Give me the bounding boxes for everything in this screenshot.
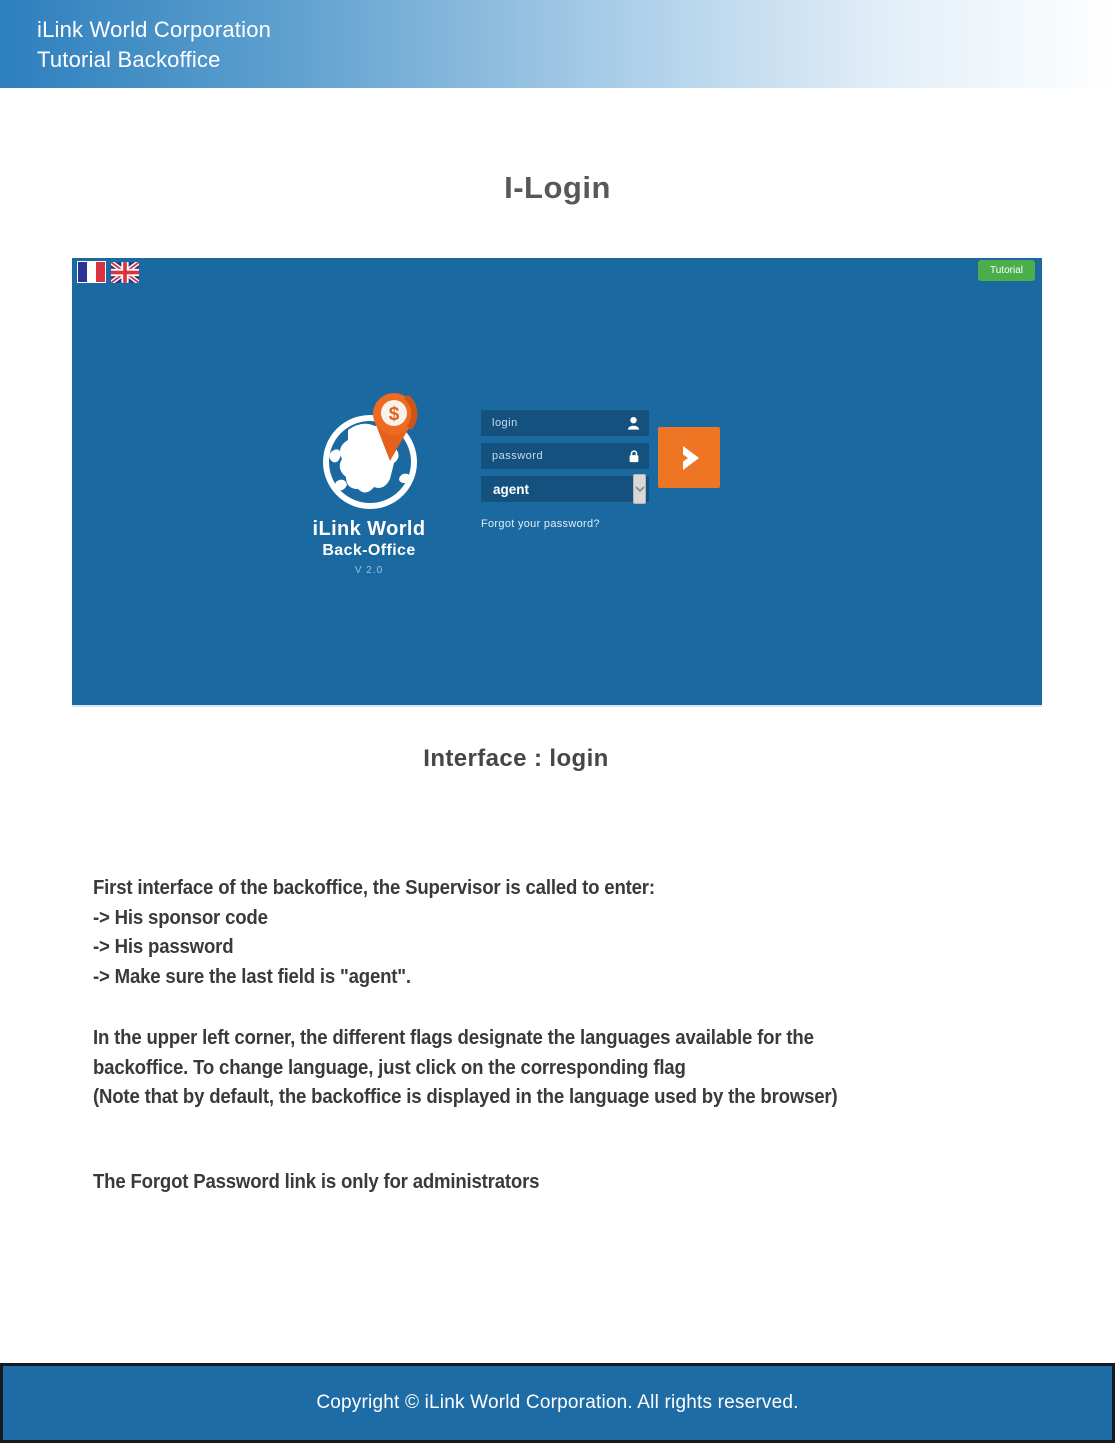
text-line: -> Make sure the last field is "agent". (93, 965, 411, 988)
text-line: First interface of the backoffice, the Supervisor is called to enter: (93, 877, 655, 899)
login-input[interactable] (481, 410, 649, 436)
brand-name: iLink World (312, 518, 426, 540)
lock-icon (627, 448, 641, 464)
role-select[interactable] (481, 476, 649, 502)
french-flag-icon[interactable] (77, 261, 106, 283)
header-bar (0, 0, 1115, 88)
user-icon (626, 415, 641, 431)
chevron-down-icon (633, 474, 646, 504)
text-line: -> His password (93, 936, 234, 958)
submit-button[interactable] (658, 427, 720, 488)
brand-version: V 2.0 (354, 565, 384, 576)
svg-text:$: $ (388, 404, 400, 425)
login-screenshot-panel (72, 258, 1042, 707)
globe-logo (284, 392, 454, 517)
footer-bar (0, 1363, 1115, 1443)
text-line: (Note that by default, the backoffice is displayed in the language used by the browser) (93, 1086, 838, 1108)
role-value: agent (493, 481, 530, 497)
page-title: I-Login (504, 170, 611, 205)
text-line: The Forgot Password link is only for administrators (93, 1171, 540, 1193)
chevron-right-icon (672, 441, 706, 475)
text-line: -> His sponsor code (93, 906, 268, 929)
brand-product: Back-Office (322, 542, 416, 559)
uk-flag-icon[interactable] (111, 262, 139, 283)
paragraph-forgot-password-note (93, 1168, 1004, 1198)
forgot-password-link[interactable]: Forgot your password? (481, 518, 600, 530)
interface-caption: Interface : login (423, 745, 609, 772)
text-line: In the upper left corner, the different flags designate the languages available for the (93, 1027, 814, 1049)
tutorial-button[interactable]: Tutorial (978, 260, 1035, 281)
login-field (481, 410, 649, 436)
language-flags (77, 261, 139, 283)
paragraph-flags-languages (93, 1024, 1004, 1113)
password-input[interactable] (481, 443, 649, 469)
copyright-text: Copyright © iLink World Corporation. All rights reserved. (316, 1392, 799, 1413)
login-form (481, 410, 649, 532)
text-line: backoffice. To change language, just click on the corresponding flag (93, 1056, 686, 1079)
header-company: iLink World Corporation (37, 17, 272, 42)
password-field (481, 443, 649, 469)
header-subtitle: Tutorial Backoffice (37, 47, 221, 72)
paragraph-login-instructions (93, 874, 1004, 992)
